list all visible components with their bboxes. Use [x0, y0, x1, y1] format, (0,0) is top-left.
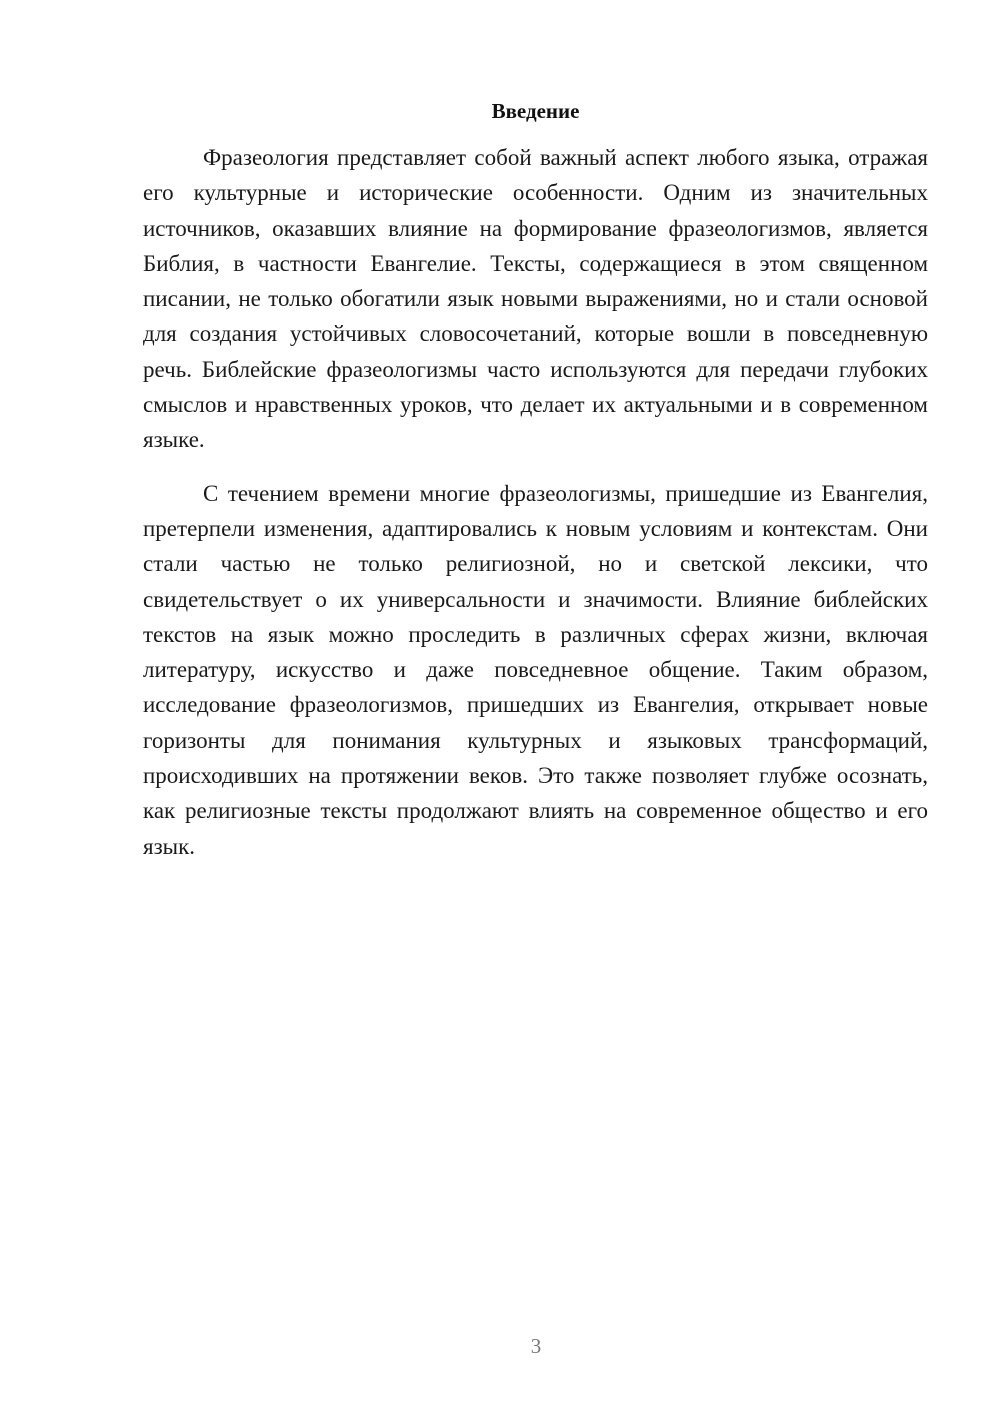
page-number: 3 — [530, 1334, 542, 1358]
paragraph-2: С течением времени многие фразеологизмы, пришедшие из Евангелия, претерпели изменения, адаптировались к новым условиям и контекстам. Они стали частью не только религиозной, но и светской лексики, что свидетельствует о их универсальности и значимости. Влияние библейских текстов на язык можно проследить в различных сферах жизни, включая литературу, искусство и даже повседневное общение. Таким образом, исследование фразеологизмов, пришедших из Евангелия, открывает новые горизонты для понимания культурных и языковых трансформаций, происходивших на протяжении веков. Это также позволяет глубже осознать, как религиозные тексты продолжают влиять на современное общество и его язык. — [143, 480, 928, 859]
paragraph-1: Фразеология представляет собой важный аспект любого языка, отражая его культурные и исторические особенности. Одним из значительных источников, оказавших влияние на формирование фразеологизмов, является Библия, в частности Евангелие. Тексты, содержащиеся в этом священном писании, не только обогатили язык новыми выражениями, но и стали основой для создания устойчивых словосочетаний, которые вошли в повседневную речь. Библейские фразеологизмы часто используются для передачи глубоких смыслов и нравственных уроков, что делает их актуальными и в современном языке. — [143, 145, 928, 453]
page-content — [143, 94, 928, 882]
section-title: Введение — [491, 99, 580, 123]
